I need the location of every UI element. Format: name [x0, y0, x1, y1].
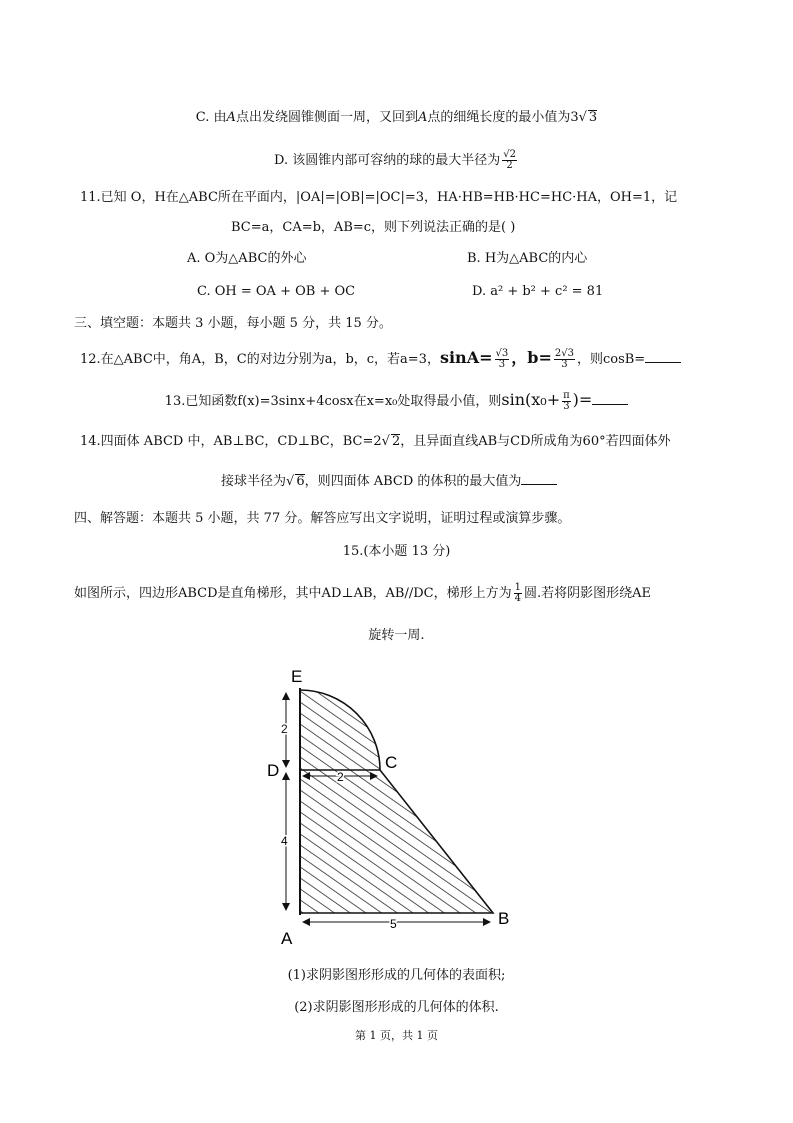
- dim-label-ab: 5: [390, 917, 397, 931]
- q15-part-2: (2)求阴影图形形成的几何体的体积.: [294, 1000, 499, 1015]
- q14-line2: 接球半径为√ 6，则四面体 ABCD 的体积的最大值为: [221, 472, 557, 492]
- q15-text-a: 如图所示，四边形ABCD是直角梯形，其中AD⊥AB，AB//DC，梯形上方为: [74, 586, 512, 601]
- q14-line1: 14.四面体 ABCD 中，AB⊥BC，CD⊥BC，BC=2√ 2，且异面直线AB与CD所成角为60°若四面体外: [80, 434, 671, 449]
- q10-option-c-point-a2: A: [417, 110, 428, 125]
- q15-frac-num: 1: [514, 582, 521, 593]
- trapezoid-quarter-circle-figure: [255, 660, 535, 950]
- q15-quarter-fraction: [514, 583, 522, 604]
- q12-line: [80, 348, 681, 370]
- label-c: C: [385, 753, 398, 772]
- dim-label-dc: 2: [337, 770, 344, 784]
- q11-stem-line2: BC=a，CA=b，AB=c，则下列说法正确的是( ): [231, 220, 516, 235]
- q14-text-a: 14.四面体 ABCD 中，AB⊥BC，CD⊥BC，BC=2: [80, 434, 382, 449]
- q15-frac-den: 4: [514, 593, 521, 604]
- q10-option-c-text-b: 点出发绕圆锥侧面一周，又回到: [235, 110, 418, 125]
- label-e: E: [291, 667, 303, 686]
- q12-sina-num: √3: [495, 348, 509, 359]
- section-3-heading: 三、填空题：本题共 3 小题，每小题 5 分，共 15 分。: [74, 316, 392, 331]
- q10-option-d-text: D. 该圆锥内部可容纳的球的最大半径为: [274, 153, 501, 168]
- q14-text-c: 接球半径为: [221, 474, 287, 489]
- q14-text-d: ，则四面体 ABCD 的体积的最大值为: [304, 474, 522, 489]
- dim-label-da: 4: [281, 834, 288, 848]
- q13-pi-num: π: [563, 390, 570, 401]
- q13-line: [0, 390, 793, 412]
- q10-option-d-denominator: 2: [506, 160, 513, 171]
- q11-option-a: A. O为△ABC的外心: [187, 251, 307, 266]
- q10-option-c-point-a: A: [226, 110, 236, 125]
- q12-text-a: 12.在△ABC中，角A，B，C的对边分别为a，b，c，若a=3，: [80, 352, 440, 367]
- q14-text-b: ，且异面直线AB与CD所成角为60°若四面体外: [400, 434, 671, 449]
- q10-option-c-text-a: C. 由: [195, 110, 227, 125]
- shaded-region: [300, 690, 493, 913]
- q10-option-c-text-c: 点的细绳长度的最小值为3: [427, 110, 579, 125]
- q11-option-d: D. a² + b² + c² = 81: [472, 284, 604, 299]
- q12-b-num: 2√3: [554, 348, 574, 359]
- q13-pi-fraction: [562, 391, 571, 412]
- section-4-heading: 四、解答题：本题共 5 小题，共 77 分。解答应写出文字说明，证明过程或演算步骤。: [74, 511, 571, 526]
- q12-text-b: ，则cosB=: [576, 352, 646, 367]
- q15-header: 15.(本小题 13 分): [342, 544, 451, 559]
- q11-stem-line1: 11.已知 O，H在△ABC所在平面内，|OA|=|OB|=|OC|=3，HA·HB=HB·HC=HC·HA，OH=1，记: [80, 190, 678, 205]
- label-d: D: [267, 761, 280, 780]
- q11-option-c: C. OH = OA + OB + OC: [197, 284, 356, 299]
- q15-part-1: (1)求阴影图形形成的几何体的表面积;: [287, 968, 506, 983]
- dim-label-ed: 2: [281, 722, 288, 736]
- q12-sina-fraction: [495, 349, 510, 370]
- q13-text-a: 13.已知函数f(x)=3sinx+4cosx在x=x₀处取得最小值，则: [164, 394, 502, 409]
- q14-answer-blank: [521, 472, 557, 485]
- q10-option-d-fraction: [502, 150, 517, 171]
- q13-pi-den: 3: [563, 401, 570, 412]
- page-footer: 第 1 页，共 1 页: [355, 1029, 438, 1042]
- q10-option-d-numerator: √2: [503, 149, 516, 160]
- q11-option-b: B. H为△ABC的内心: [467, 251, 588, 266]
- q12-answer-blank: [645, 350, 681, 363]
- q14-root2: 6: [296, 474, 305, 489]
- q13-answer-blank: [592, 392, 628, 405]
- label-b: B: [498, 909, 510, 928]
- q12-b-fraction: [554, 349, 575, 370]
- q10-option-d: [0, 150, 793, 171]
- q13-expr: sin(x₀+: [501, 390, 561, 409]
- q12-b-eq: ，b=: [511, 348, 552, 367]
- q13-close: )=: [572, 390, 593, 409]
- q14-root1: 2: [391, 434, 401, 449]
- q15-stem-line2: 旋转一周.: [368, 628, 425, 643]
- q15-text-b: 圆.若将阴影图形绕AE: [523, 586, 651, 601]
- q10-option-c-root: 3: [588, 110, 598, 125]
- q12-sina-den: 3: [498, 359, 506, 370]
- label-a: A: [281, 929, 293, 948]
- q12-sina: sinA=: [439, 348, 493, 367]
- q15-stem-line1: [74, 583, 651, 604]
- q10-option-c: C. 由A点出发绕圆锥侧面一周，又回到A点的细绳长度的最小值为3√ 3: [195, 110, 598, 125]
- q12-b-den: 3: [561, 359, 568, 370]
